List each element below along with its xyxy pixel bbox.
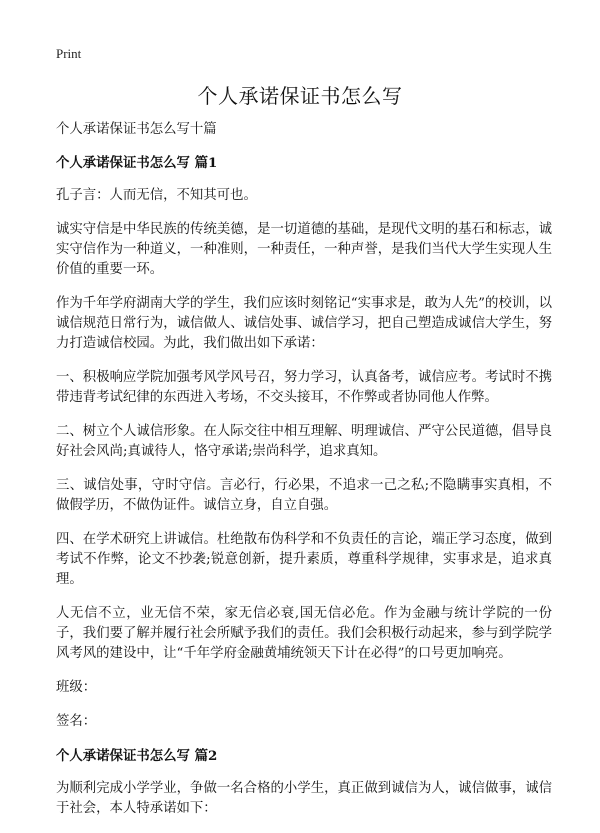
document-body	[56, 120, 552, 833]
document-subtitle: 个人承诺保证书怎么写十篇	[56, 122, 217, 137]
page-title: 个人承诺保证书怎么写	[197, 84, 403, 108]
class-field-label: 班级：	[56, 680, 97, 695]
section-heading-1: 个人承诺保证书怎么写 篇1	[56, 155, 218, 171]
section-heading-2: 个人承诺保证书怎么写 篇2	[56, 748, 218, 764]
paragraph: 人无信不立，业无信不荣，家无信必衰,国无信必危。作为金融与统计学院的一份子，我们要了解并履行社会所赋予我们的责任。我们会积极行动起来，参与到学院学风考风的建设中，让“千年学府金融黄埔统领天下计在必得”的口号更加响亮。	[56, 606, 552, 661]
paragraph: 为顺利完成小学学业，争做一名合格的小学生，真正做到诚信为人，诚信做事，诚信于社会，本人特承诺如下：	[56, 781, 552, 816]
paragraph: 诚实守信是中华民族的传统美德，是一切道德的基础，是现代文明的基石和标志，诚实守信作为一种道义，一种准则，一种责任，一种声誉，是我们当代大学生实现人生价值的重要一环。	[56, 222, 552, 277]
print-link[interactable]: Print	[56, 46, 82, 61]
signature-field-label: 签名：	[56, 714, 97, 729]
paragraph: 孔子言：人而无信，不知其可也。	[56, 188, 257, 203]
paragraph: 一、积极响应学院加强考风学风号召，努力学习，认真备考，诚信应考。考试时不携带违背考试纪律的东西进入考场，不交头接耳，不作弊或者协同他人作弊。	[56, 370, 552, 405]
paragraph: 三、诚信处事，守时守信。言必行，行必果，不追求一己之私;不隐瞒事实真相，不做假学历，不做伪证件。诚信立身，自立自强。	[56, 478, 552, 513]
paragraph: 四、在学术研究上讲诚信。杜绝散布伪科学和不负责任的言论，端正学习态度，做到考试不作弊，论文不抄袭;锐意创新，提升素质，尊重科学规律，实事求是，追求真理。	[56, 532, 552, 587]
paragraph: 二、树立个人诚信形象。在人际交往中相互理解、明理诚信、严守公民道德，倡导良好社会风尚;真诚待人，恪守承诺;崇尚科学，追求真知。	[56, 424, 552, 459]
paragraph: 作为千年学府湖南大学的学生，我们应该时刻铭记“实事求是，敢为人先”的校训，以诚信规范日常行为，诚信做人、诚信处事、诚信学习，把自己塑造成诚信大学生，努力打造诚信校园。为此，我们做出如下承诺：	[56, 296, 552, 351]
